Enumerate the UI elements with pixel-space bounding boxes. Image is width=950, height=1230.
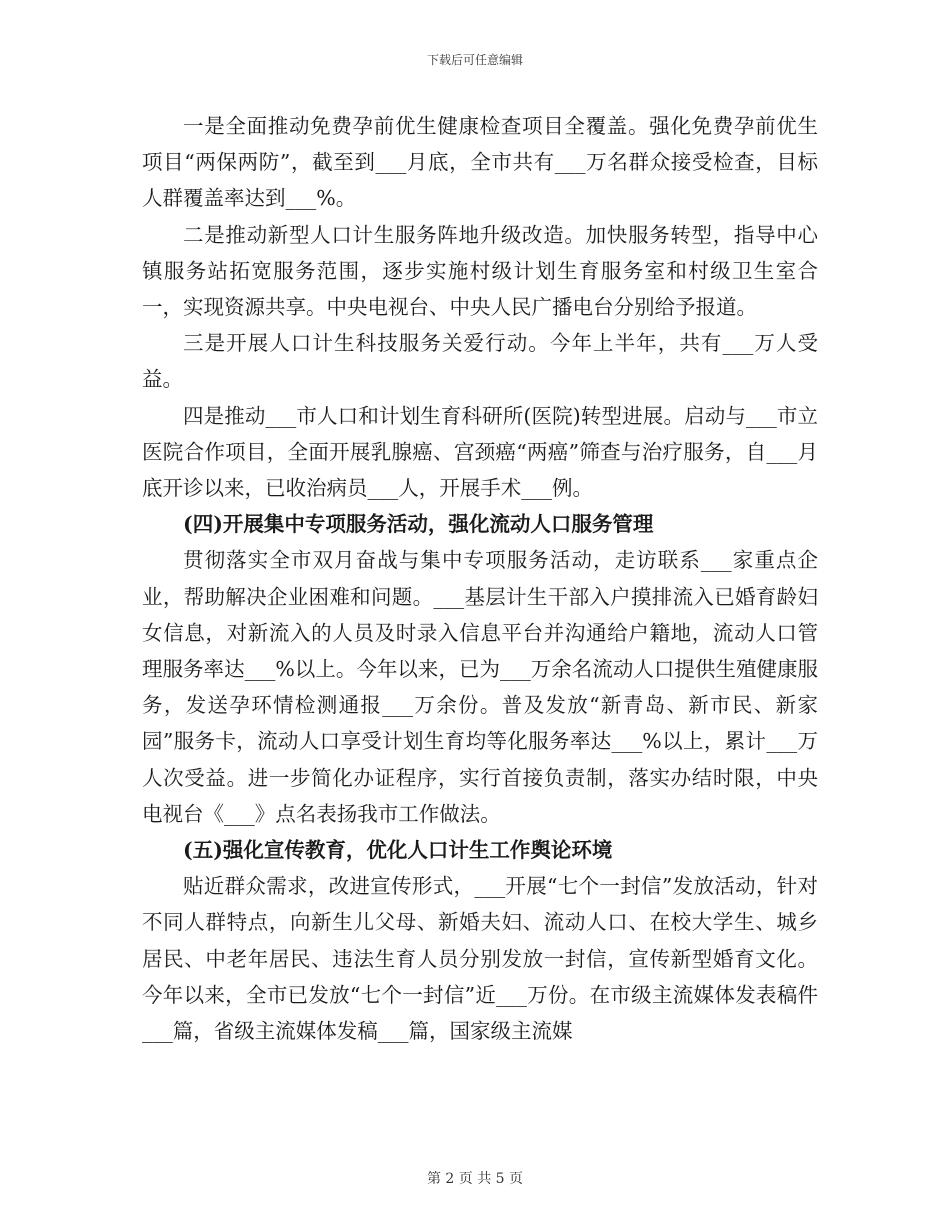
paragraph-5: 贯彻落实全市双月奋战与集中专项服务活动，走访联系___家重点企业，帮助解决企业困难和问题。___基层计生干部入户摸排流入已婚育龄妇女信息，对新流入的人员及时录入信息平台并沟通给户籍地，流动人口管理服务率达___%以上。今年以来，已为___万余名流动人口提供生殖健康服务，发送孕环情检测通报___万余份。普及发放“新青岛、新市民、新家园”服务卡，流动人口享受计划生育均等化服务率达___%以上，累计___万人次受益。进一步简化办证程序，实行首接负责制，落实办结时限，中央电视台《___》点名表扬我市工作做法。 [142,548,818,826]
page-header-note: 下载后可任意编辑 [426,53,523,67]
section-heading-5: (五)强化宣传教育，优化人口计生工作舆论环境 [183,838,613,863]
page-number-footer: 第 2 页 共 5 页 [426,1171,524,1187]
paragraph-6: 贴近群众需求，改进宣传形式，___开展“七个一封信”发放活动，针对不同人群特点，向新生儿父母、新婚夫妇、流动人口、在校大学生、城乡居民、中老年居民、违法生育人员分别发放一封信，宣传新型婚育文化。今年以来，全市已发放“七个一封信”近___万份。在市级主流媒体发表稿件___篇，省级主流媒体发稿___篇，国家级主流媒 [142,874,818,1044]
paragraph-3: 三是开展人口计生科技服务关爱行动。今年上半年，共有___万人受益。 [142,331,818,392]
document-body [142,108,818,1049]
paragraph-4: 四是推动___市人口和计划生育科研所(医院)转型进展。启动与___市立医院合作项目，全面开展乳腺癌、宫颈癌“两癌”筛查与治疗服务，自___月底开诊以来，已收治病员___人，开展手术___例。 [142,403,818,501]
section-heading-4: (四)开展集中专项服务活动，强化流动人口服务管理 [183,512,654,537]
paragraph-2: 二是推动新型人口计生服务阵地升级改造。加快服务转型，指导中心镇服务站拓宽服务范围，逐步实施村级计划生育服务室和村级卫生室合一，实现资源共享。中央电视台、中央人民广播电台分别给予报道。 [142,222,818,320]
paragraph-1: 一是全面推动免费孕前优生健康检查项目全覆盖。强化免费孕前优生项目“两保两防”，截至到___月底，全市共有___万名群众接受检查，目标人群覆盖率达到___%。 [142,114,818,211]
